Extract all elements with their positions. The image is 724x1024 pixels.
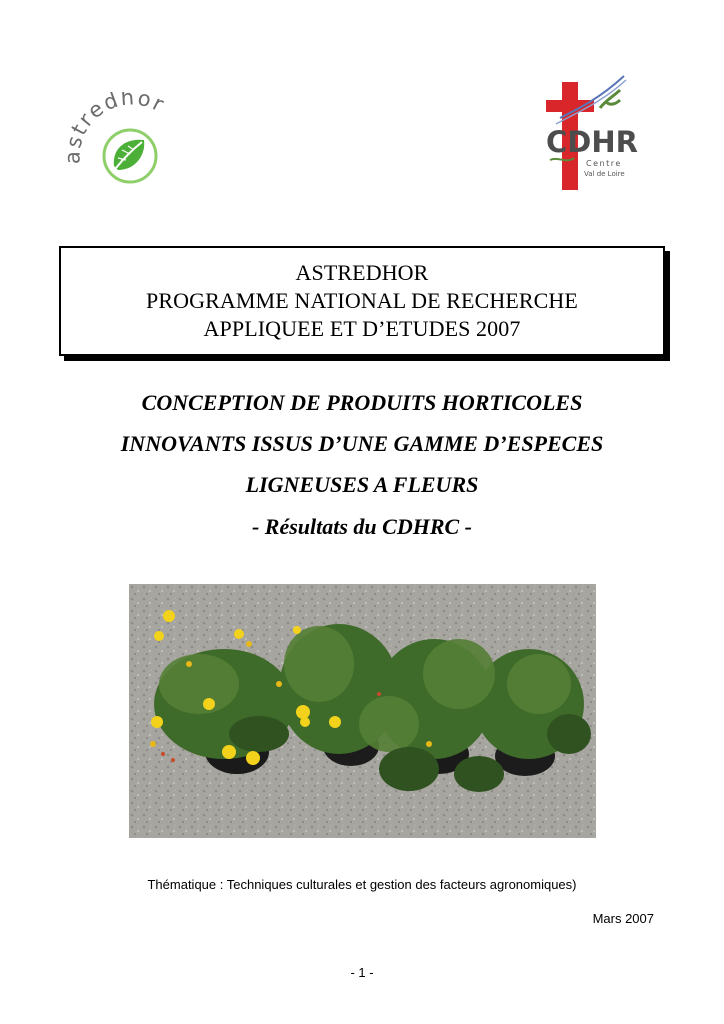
program-header-box (59, 246, 665, 356)
cdhr-logo (540, 72, 640, 194)
main-title-line-3: LIGNEUSES A FLEURS (245, 472, 479, 497)
cdhr-logo-text: CDHR (546, 125, 638, 159)
header-line-2: PROGRAMME NATIONAL DE RECHERCHE (146, 288, 578, 313)
page-number: - 1 - (350, 965, 374, 980)
cdhr-logo-sub2: Val de Loire (584, 170, 625, 178)
main-title-line-1: CONCEPTION DE PRODUITS HORTICOLES (141, 390, 583, 415)
plants-photo (129, 584, 596, 838)
main-title-line-2: INNOVANTS ISSUS D’UNE GAMME D’ESPECES (120, 431, 604, 456)
main-title-subtitle: - Résultats du CDHRC - (251, 514, 473, 539)
astredhor-logo-text: tredhor (66, 92, 170, 139)
cdhr-logo-sub1: Centre (586, 159, 622, 168)
header-line-1: ASTREDHOR (295, 260, 429, 285)
thematique-text: Thématique : Techniques culturales et gestion des facteurs agronomiques) (147, 877, 577, 892)
document-date: Mars 2007 (592, 911, 654, 926)
astredhor-logo (66, 92, 194, 190)
header-line-3: APPLIQUEE ET D’ETUDES 2007 (203, 316, 521, 341)
